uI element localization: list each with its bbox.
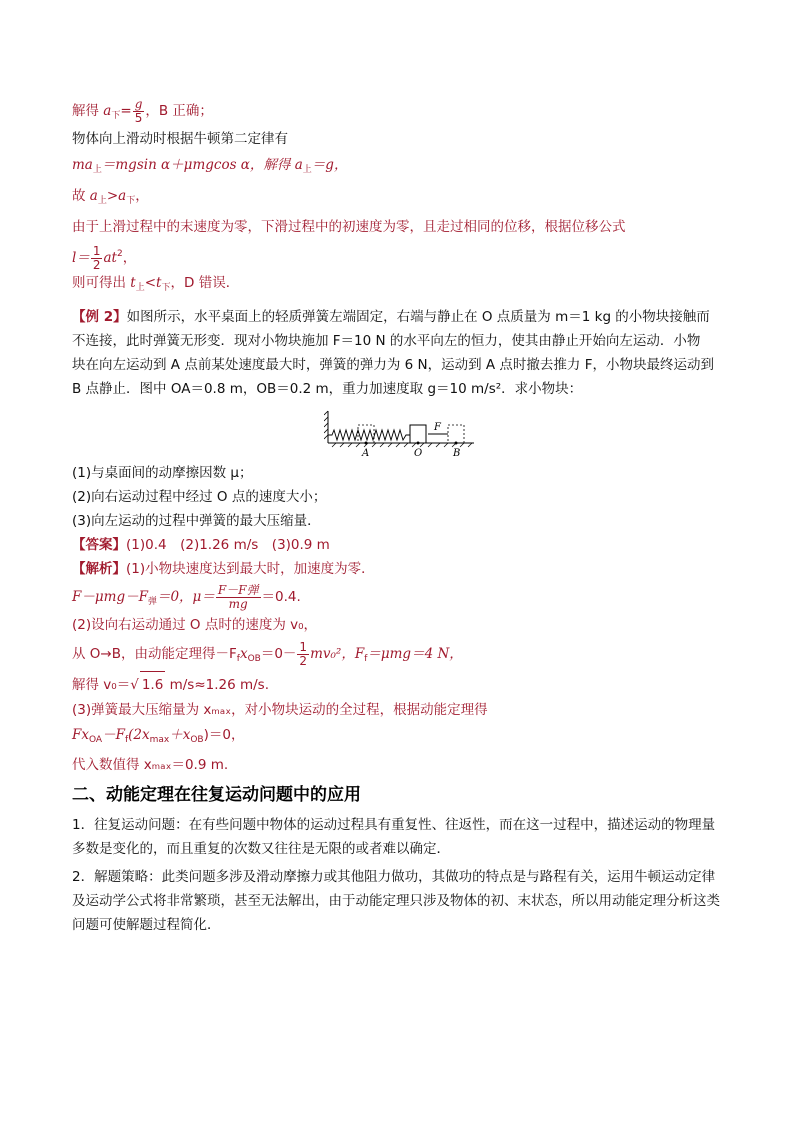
block-at-o xyxy=(410,425,426,443)
analysis-eq-2: 从 O→B，由动能定理得$-F_fx_{OB}=0-$ $\frac{1}{2}$ mv₀²，$F_f=\mu mg=4$ N， xyxy=(72,639,463,668)
sqrt-radicand: 1.6 xyxy=(140,671,165,698)
spring-block-figure xyxy=(324,405,484,457)
answer-line xyxy=(72,533,722,557)
label-o: O xyxy=(414,448,423,457)
section-paragraph-1: 1．往复运动问题：在有些问题中物体的运动过程具有重复性、往返性，而在这一过程中，描述运动的物理量多数是变化的，而且重复的次数又往往是无限的或者难以确定． xyxy=(72,817,716,857)
example-2: 【例 2】如图所示，水平桌面上的轻质弹簧左端固定，右端与静止在 O 点质量为 m＝1 kg 的小物块接触而 不连接，此时弹簧无形变．现对小物块施加 F＝10 N 的水平向左的恒力，使其由静止开始向左运动．小物 块在向左运动到 A 点前某处速度最大时，弹簧的弹力为 6 N，运动到 A 点时撤去推力 F，小物块最终运动到 B 点静止．图中 OA＝0.8 m，OB＝0.2 m，重力加速度取 g＝10 m/s²．求小物块： xyxy=(72,309,714,397)
question-2: (2)向右运动过程中经过 O 点的速度大小； xyxy=(72,489,327,505)
spring-diagram xyxy=(324,405,484,457)
analysis-tag: 【解析】 xyxy=(72,561,126,577)
fraction-one-half-2: $\frac{1}{2}$ xyxy=(299,639,308,668)
label-a: A xyxy=(362,448,370,457)
answer-text: (1)0.4 (2)1.26 m/s (3)0.9 m xyxy=(126,537,330,553)
point-b xyxy=(455,442,458,445)
line-2: 物体向上滑动时根据牛顿第二定律有 xyxy=(72,131,288,147)
analysis-eq-1: $F-\mu mg-F_弹=0$，μ＝ $\frac{\text{F－F弹}}{mg}$ ＝0.4. xyxy=(72,582,301,611)
analysis: 【解析】(1)小物块速度达到最大时，加速度为零． $F-\mu mg-F_弹=0$，μ＝ $\frac{\text{F－F弹}}{mg}$ ＝0.4. (2)设向右运动通过 O 点时的速度为 v₀， 从 O→B，由动能定理得$-F_fx_{OB}=0-$ $\frac{1}{2}$ mv₀²，$F_f=\mu mg=4$ N， 解得 v₀＝√ 1.6 m/s≈1.26 m/s. (3)弹簧最大压缩量为 xₘₐₓ，对小物块运动的全过程，根据动能定理得 $Fx_{OA}-F_f(2x_{max}+x_{OB})=0$， 代入数值得 xₘₐₓ＝0.9 m. xyxy=(72,557,722,777)
questions xyxy=(72,461,722,533)
label-b: B xyxy=(453,448,461,457)
label-f: F xyxy=(434,422,441,433)
spring xyxy=(328,430,410,440)
line-1 xyxy=(72,96,722,126)
analysis-eq-3: 解得 v₀＝√ 1.6 m/s≈1.26 m/s. xyxy=(72,671,722,698)
point-o xyxy=(417,442,420,445)
text: ，B 正确； xyxy=(145,103,213,119)
var-a: a xyxy=(103,103,112,119)
document-page xyxy=(72,96,722,937)
line-6: l＝ $\frac{1}{2}$ $at^2$， xyxy=(72,243,137,272)
text: 解得 xyxy=(72,103,99,119)
line-7: 则可得出 $t_上<t_下$，D 错误． xyxy=(72,275,240,293)
analysis-eq-4: $Fx_{OA}-F_f(2x_{max}+x_{OB})=0$， xyxy=(72,727,245,745)
equals: = xyxy=(120,103,132,119)
fraction-mu: $\frac{\text{F－F弹}}{mg}$ xyxy=(217,582,259,611)
point-a xyxy=(365,442,368,445)
example-tag: 【例 2】 xyxy=(72,309,127,325)
fraction-g-5: $\frac{g}{5}$ xyxy=(134,96,143,125)
question-1: (1)与桌面间的动摩擦因数 μ； xyxy=(72,465,253,481)
line-3: $ma_上=mgsin$ α＋μmgcos α，解得 $a_上=g$， xyxy=(72,157,348,175)
subscript: 下 xyxy=(111,111,121,121)
floor-hatch xyxy=(332,443,472,447)
fraction-one-half: $\frac{1}{2}$ xyxy=(92,243,101,272)
line-4: 故 $a_上>a_下$， xyxy=(72,188,149,206)
section-heading: 二、动能定理在往复运动问题中的应用 xyxy=(72,785,361,805)
wall-hatch xyxy=(324,411,328,439)
line-5: 由于上滑过程中的末速度为零，下滑过程中的初速度为零，且走过相同的位移，根据位移公式 xyxy=(72,219,626,235)
block-at-b-dashed xyxy=(448,425,464,443)
question-3: (3)向左运动的过程中弹簧的最大压缩量． xyxy=(72,513,321,529)
answer-tag: 【答案】 xyxy=(72,537,126,553)
section-paragraph-2: 2．解题策略：此类问题多涉及滑动摩擦力或其他阻力做功，其做功的特点是与路程有关，运用牛顿运动定律及运动学公式将非常繁琐，甚至无法解出，由于动能定理只涉及物体的初、末状态，所以用动能定理分析这类问题可使解题过程简化． xyxy=(72,869,720,933)
